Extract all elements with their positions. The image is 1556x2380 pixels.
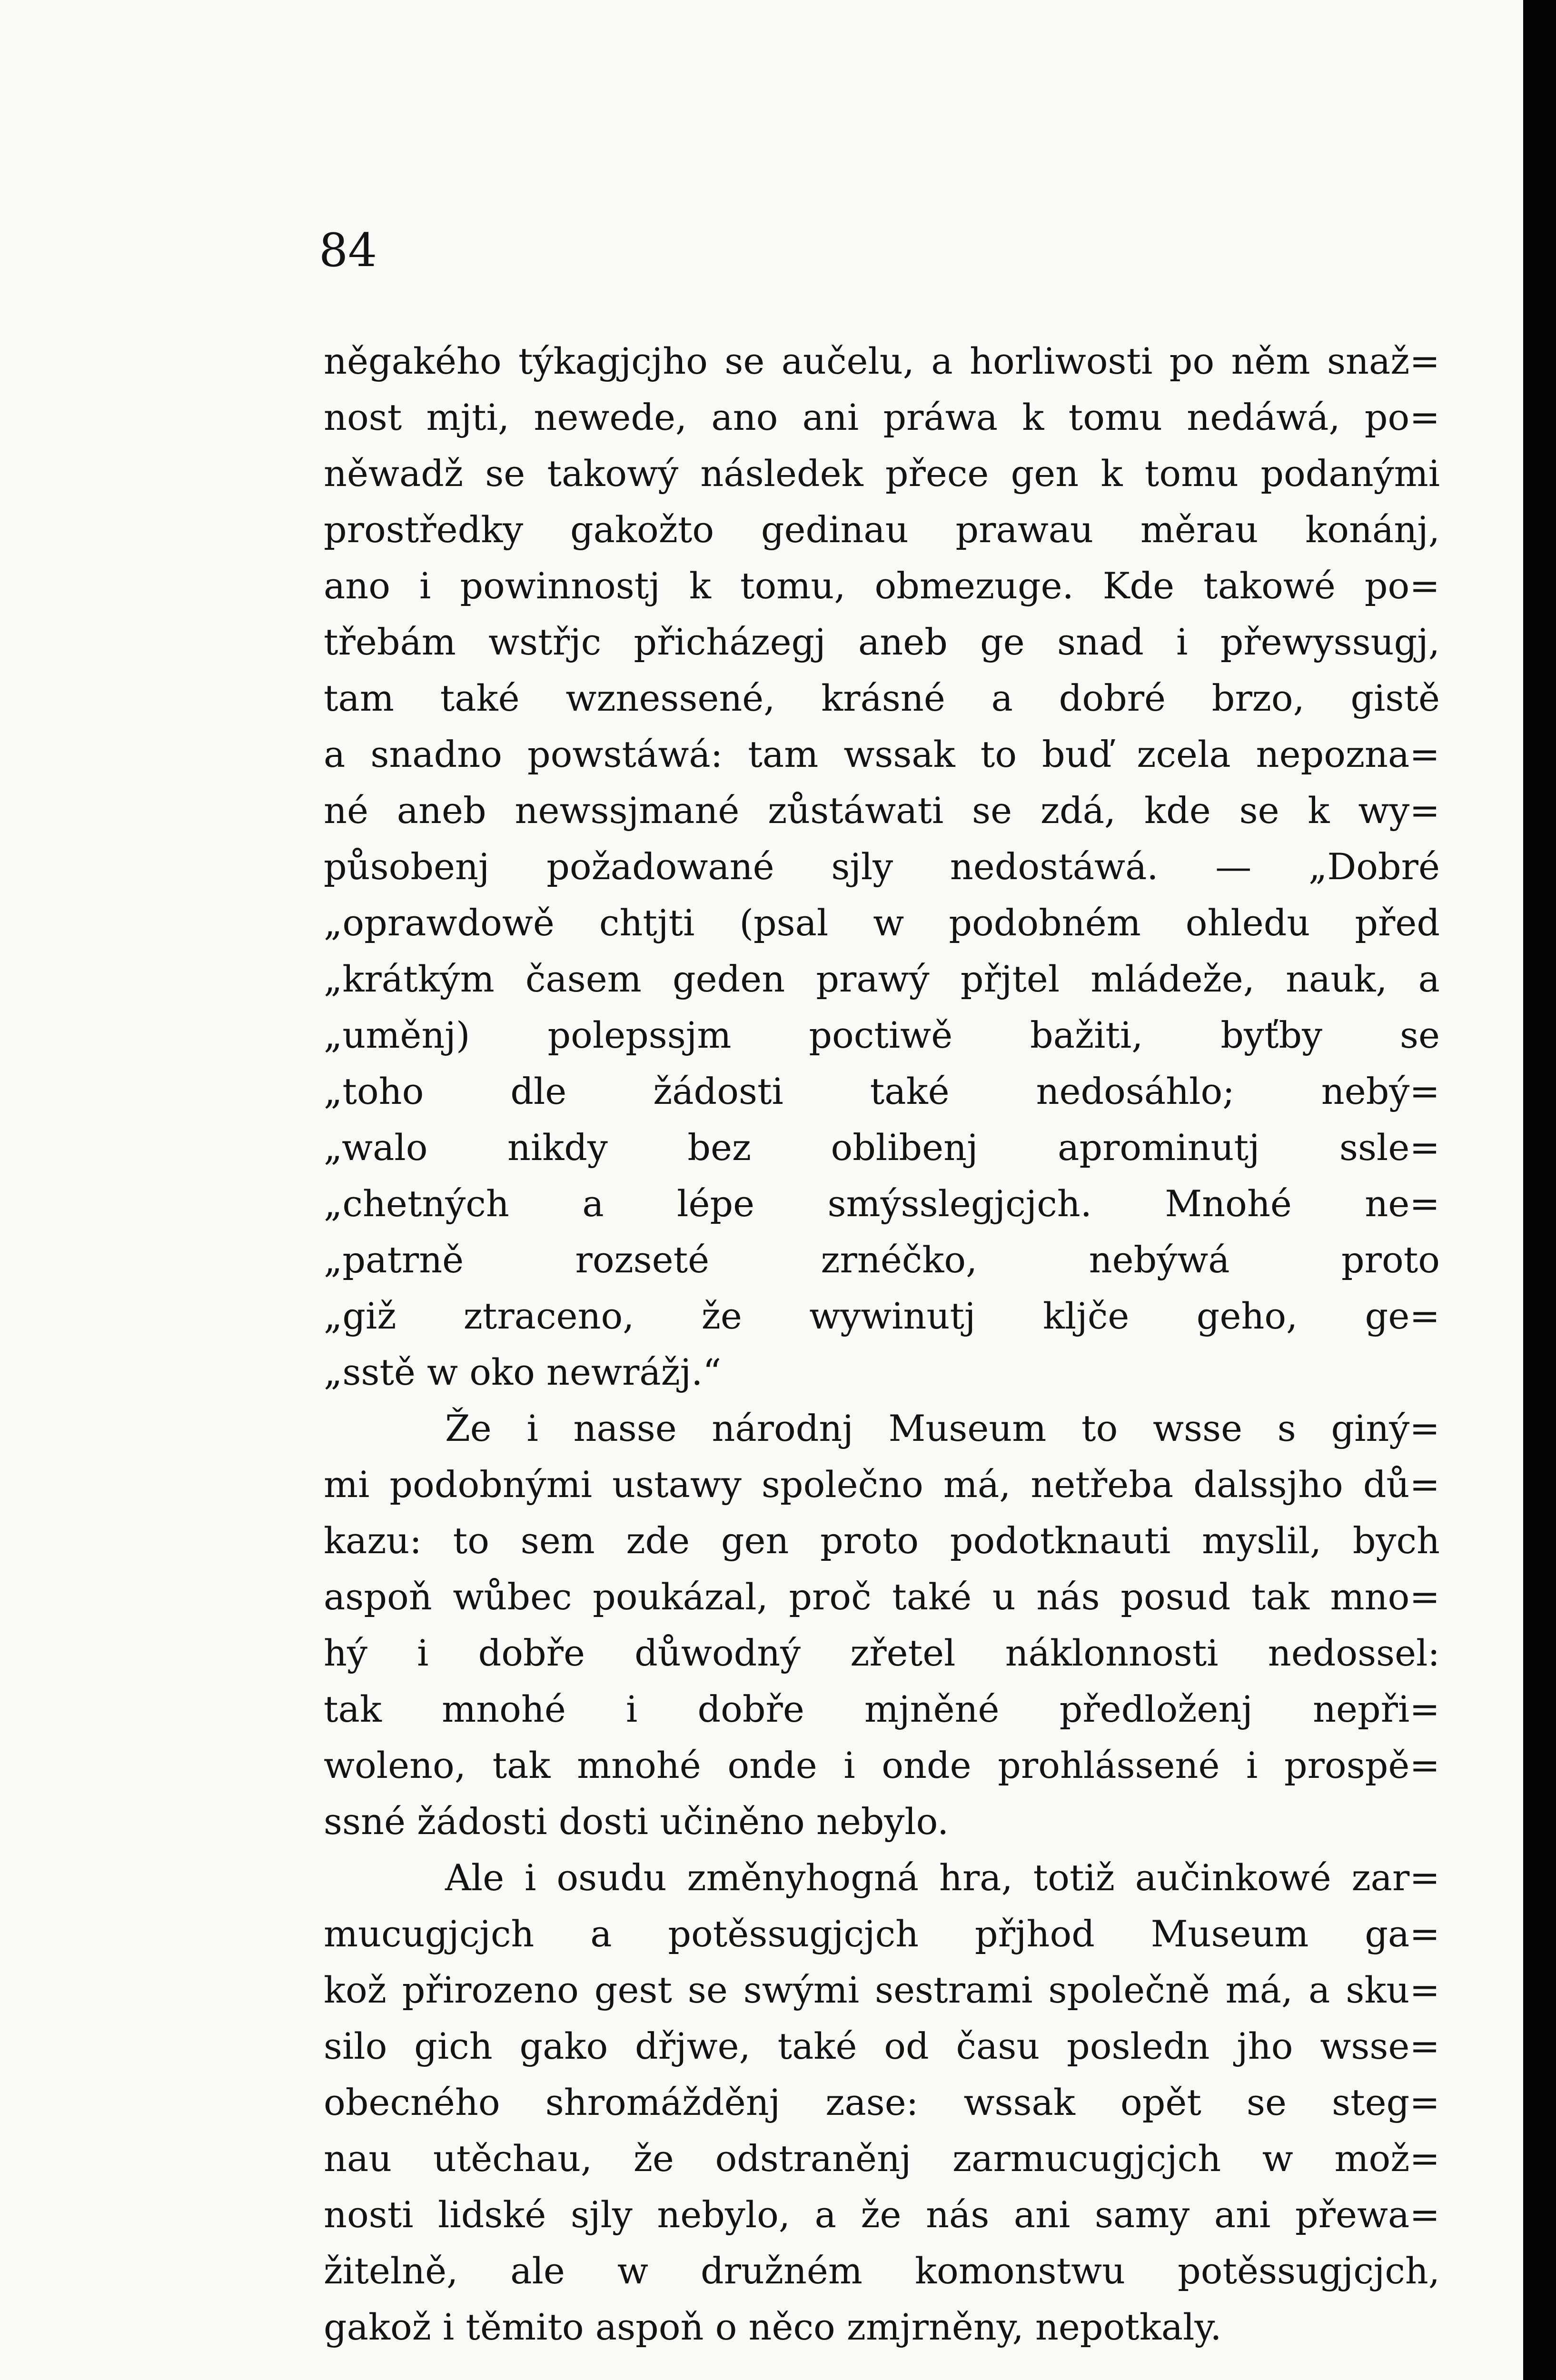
text-line: „giž ztraceno, že wywinutj kljče geho, ge= (324, 1295, 1440, 1337)
text-line: ano i powinnostj k tomu, obmezuge. Kde takowé po= (324, 565, 1440, 607)
text-line: „krátkým časem geden prawý přjtel mládeže, nauk, a (324, 958, 1440, 1000)
text-line: gakož i těmito aspoň o něco zmjrněny, nepotkaly. (324, 2306, 1222, 2348)
text-line: ssné žádosti dosti učiněno nebylo. (324, 1800, 949, 1843)
paragraph-1 (324, 333, 1440, 1400)
paragraph-3 (324, 1850, 1440, 2355)
paragraph-2 (324, 1400, 1440, 1850)
text-line: né aneb newssjmané zůstáwati se zdá, kde se k wy= (324, 789, 1440, 832)
text-line: mi podobnými ustawy společno má, netřeba dalssjho dů= (324, 1463, 1440, 1506)
text-line: nau utěchau, že odstraněnj zarmucugjcjch w mož= (324, 2137, 1440, 2180)
text-line: nost mjti, newede, ano ani práwa k tomu nedáwá, po= (324, 396, 1440, 438)
text-line: kazu: to sem zde gen proto podotknauti myslil, bych (324, 1519, 1440, 1562)
text-line: woleno, tak mnohé onde i onde prohlássené i prospě= (324, 1744, 1440, 1786)
page-number: 84 (319, 224, 377, 277)
text-line: prostředky gakožto gedinau prawau měrau konánj, (324, 508, 1440, 551)
text-line: „sstě w oko newrážj.“ (324, 1351, 722, 1393)
text-line: aspoň wůbec poukázal, proč také u nás posud tak mno= (324, 1576, 1440, 1618)
scan-border (1523, 0, 1556, 2380)
text-line: „chetných a lépe smýsslegjcjch. Mnohé ne= (324, 1182, 1440, 1225)
text-line: obecného shromážděnj zase: wssak opět se steg= (324, 2081, 1440, 2123)
text-line: třebám wstřjc přicházegj aneb ge snad i přewyssugj, (324, 621, 1440, 663)
text-line: kož přirozeno gest se swými sestrami společně má, a sku= (324, 1969, 1440, 2011)
text-line: „walo nikdy bez oblibenj aprominutj ssle= (324, 1126, 1440, 1169)
text-line: „toho dle žádosti také nedosáhlo; nebý= (324, 1070, 1440, 1112)
text-line: působenj požadowané sjly nedostáwá. — „Dobré (324, 845, 1440, 888)
text-line: hý i dobře důwodný zřetel náklonnosti nedossel: (324, 1632, 1440, 1674)
text-line: „patrně rozseté zrnéčko, nebýwá proto (324, 1239, 1440, 1281)
text-line: Ale i osudu změnyhogná hra, totiž aučinkowé zar= (445, 1856, 1440, 1899)
text-line: mucugjcjch a potěssugjcjch přjhod Museum ga= (324, 1913, 1440, 1955)
text-line: silo gich gako dřjwe, také od času posledn jho wsse= (324, 2025, 1440, 2067)
text-line: něwadž se takowý následek přece gen k tomu podanými (324, 452, 1440, 495)
text-line: tak mnohé i dobře mjněné předloženj nepři= (324, 1688, 1440, 1730)
text-line: tam také wznessené, krásné a dobré brzo, gistě (324, 677, 1440, 719)
text-line: „oprawdowě chtjti (psal w podobném ohledu před (324, 902, 1440, 944)
text-line: nosti lidské sjly nebylo, a že nás ani samy ani přewa= (324, 2193, 1440, 2236)
text-line: Že i nasse národnj Museum to wsse s giný= (445, 1407, 1440, 1449)
text-line: něgakého týkagjcjho se aučelu, a horliwosti po něm snaž= (324, 340, 1440, 382)
text-line: a snadno powstáwá: tam wssak to buď zcela nepozna= (324, 733, 1440, 775)
text-line: žitelně, ale w družném komonstwu potěssugjcjch, (324, 2250, 1440, 2292)
text-line: „uměnj) polepssjm poctiwě bažiti, byťby se (324, 1014, 1440, 1056)
body-text (324, 333, 1440, 2355)
